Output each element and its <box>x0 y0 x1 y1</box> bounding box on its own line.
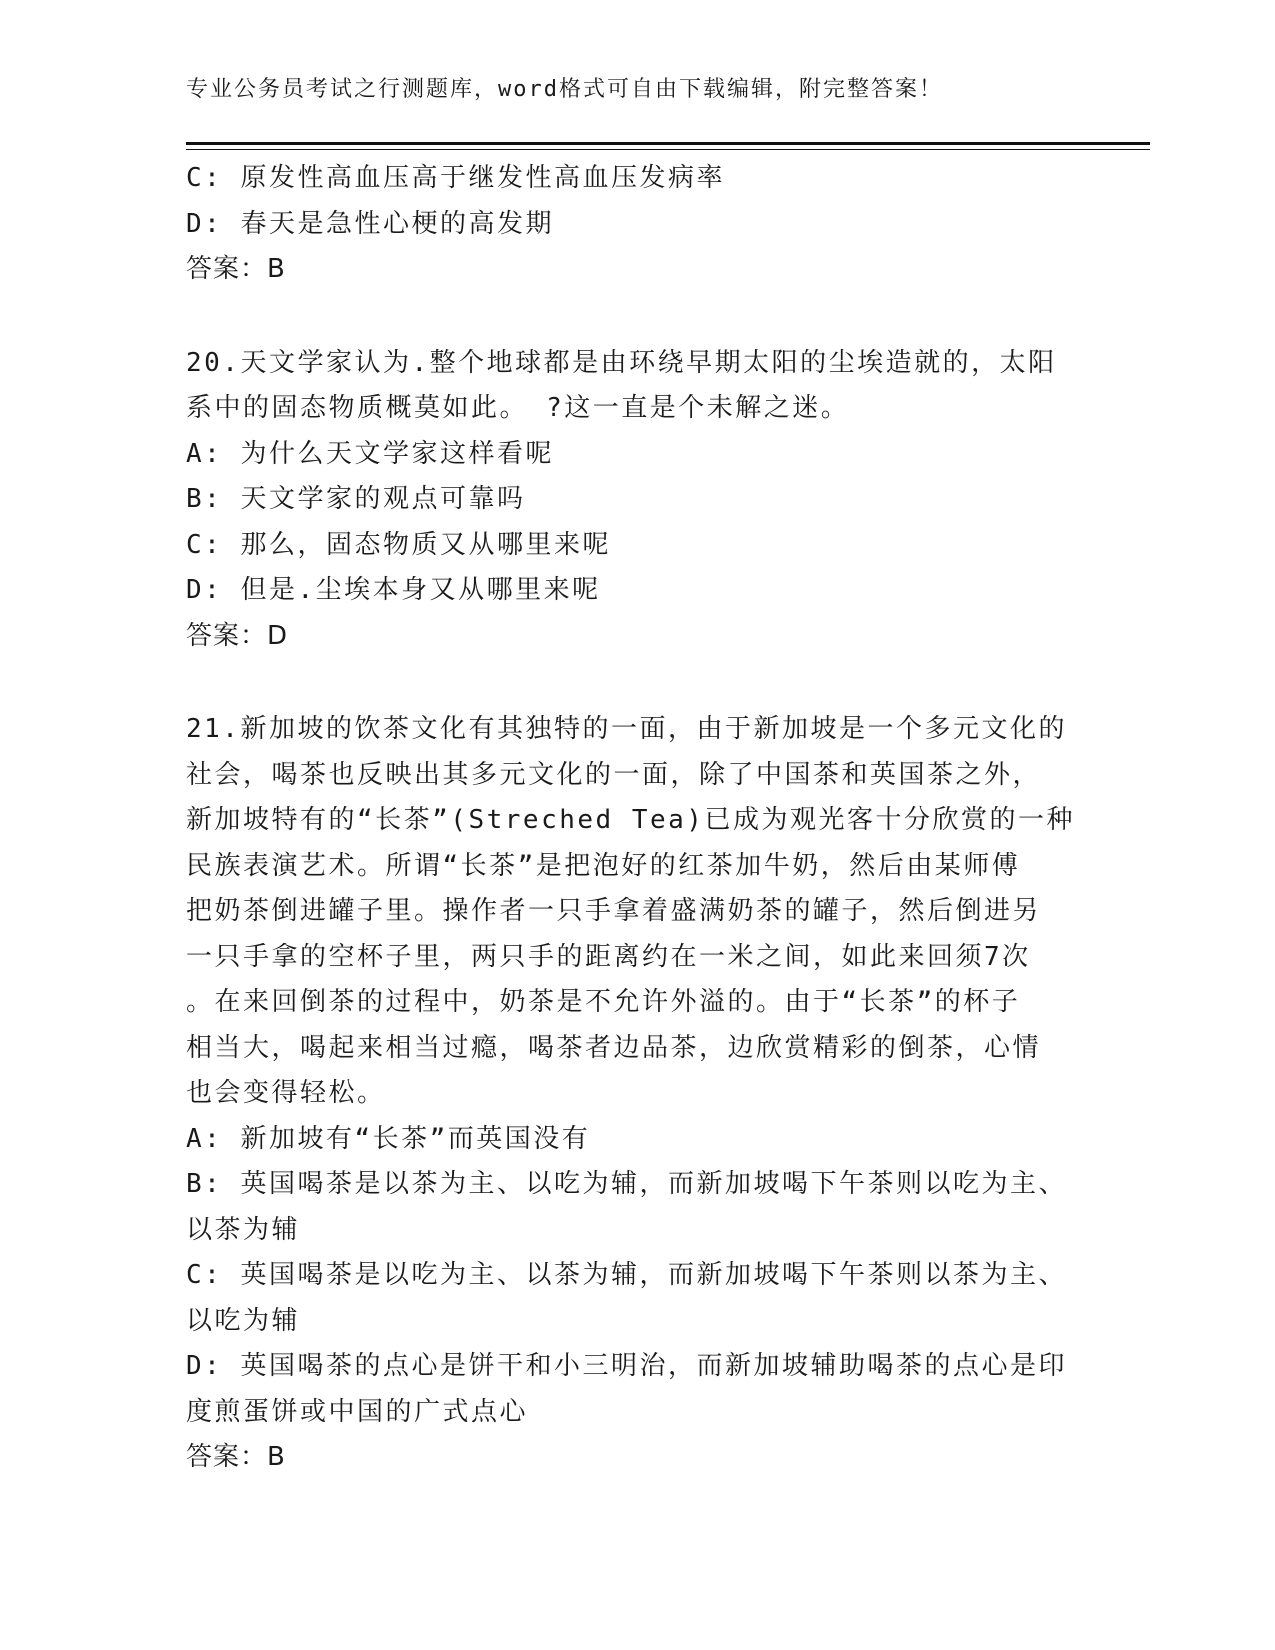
answer: 答案：B <box>186 254 286 284</box>
option-c: C: 原发性高血压高于继发性高血压发病率 <box>186 163 725 193</box>
option-b-line: 以茶为辅 <box>186 1214 301 1245</box>
question-stem-line: 相当大，喝起来相当过瘾，喝茶者边品茶，边欣赏精彩的倒茶，心情 <box>186 1032 1042 1063</box>
question-stem-line: 把奶茶倒进罐子里。操作者一只手拿着盛满奶茶的罐子，然后倒进另 <box>186 896 1042 926</box>
option-a: A: 为什么天文学家这样看呢 <box>186 438 554 469</box>
document-body <box>186 156 1086 1481</box>
question-stem-line: 21.新加坡的饮茶文化有其独特的一面，由于新加坡是一个多元文化的 <box>186 714 1067 744</box>
question-stem-line: 新加坡特有的“长茶”(Streched Tea)已成为观光客十分欣赏的一种 <box>186 805 1075 835</box>
question-stem-line: 一只手拿的空杯子里，两只手的距离约在一米之间，如此来回须7次 <box>186 941 1031 972</box>
answer: 答案：D <box>186 620 289 651</box>
answer: 答案：B <box>186 1442 286 1472</box>
question-stem-line: 。在来回倒茶的过程中，奶茶是不允许外溢的。由于“长茶”的杯子 <box>186 987 1021 1017</box>
option-c: C: 那么，固态物质又从哪里来呢 <box>186 529 611 560</box>
question-19 <box>186 156 1086 293</box>
question-21 <box>186 707 1086 1481</box>
page-header: 专业公务员考试之行测题库，word格式可自由下载编辑，附完整答案！ <box>186 77 943 102</box>
option-d-line: 度煎蛋饼或中国的广式点心 <box>186 1396 529 1427</box>
option-d: D: 但是.尘埃本身又从哪里来呢 <box>186 575 601 605</box>
option-b-line: B: 英国喝茶是以茶为主、以吃为辅，而新加坡喝下午茶则以吃为主、 <box>186 1169 1067 1199</box>
option-d-line: D: 英国喝茶的点心是饼干和小三明治，而新加坡辅助喝茶的点心是印 <box>186 1351 1067 1381</box>
question-stem-line: 也会变得轻松。 <box>186 1078 386 1108</box>
question-stem-line: 系中的固态物质概莫如此。 ?这一直是个未解之迷。 <box>186 393 850 423</box>
header-rule-thin <box>186 149 1150 150</box>
option-c-line: 以吃为辅 <box>186 1305 301 1336</box>
question-stem-line: 20.天文学家认为.整个地球都是由环绕早期太阳的尘埃造就的，太阳 <box>186 347 1057 378</box>
option-d: D: 春天是急性心梗的高发期 <box>186 208 554 239</box>
question-stem-line: 社会，喝茶也反映出其多元文化的一面，除了中国茶和英国茶之外， <box>186 759 1042 790</box>
header-rule <box>186 142 1150 145</box>
question-20 <box>186 341 1086 660</box>
option-c-line: C: 英国喝茶是以吃为主、以茶为辅，而新加坡喝下午茶则以茶为主、 <box>186 1260 1067 1290</box>
option-a: A: 新加坡有“长茶”而英国没有 <box>186 1123 591 1154</box>
question-stem-line: 民族表演艺术。所谓“长茶”是把泡好的红茶加牛奶，然后由某师傅 <box>186 850 1021 881</box>
option-b: B: 天文学家的观点可靠吗 <box>186 484 526 514</box>
